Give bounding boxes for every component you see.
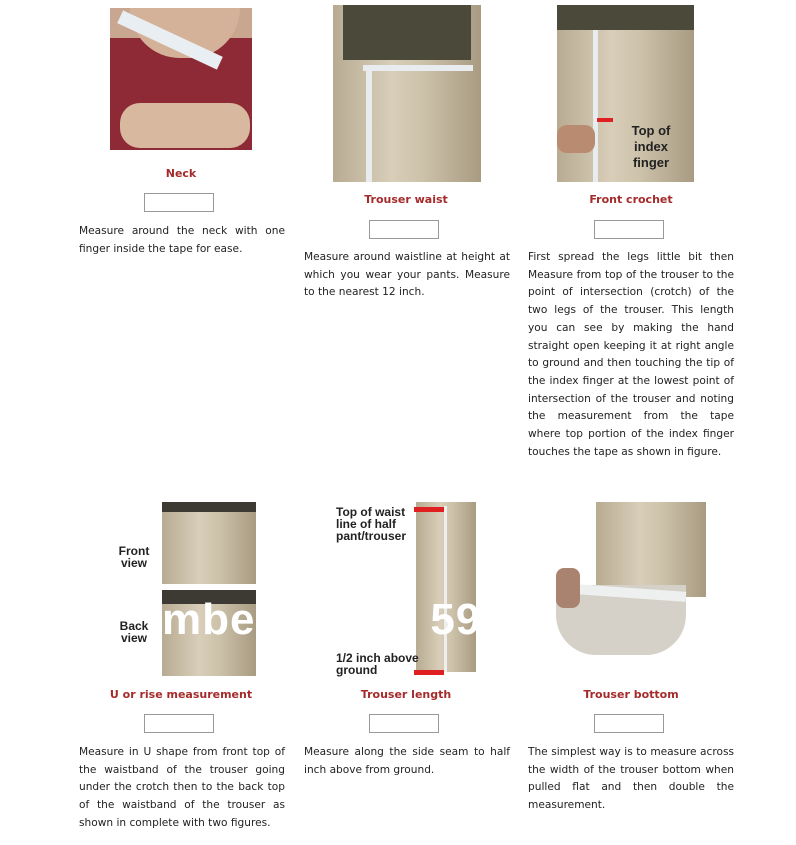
neck-label: Neck xyxy=(165,167,197,180)
trouser-waist-description: Measure around waistline at height at which you wear your pants. Measure to the nearest 12 inch. xyxy=(304,251,510,299)
trouser-waist-input[interactable] xyxy=(369,220,439,239)
trouser-waist-image xyxy=(333,5,481,182)
index-finger-caption: Top of index finger xyxy=(631,123,671,170)
front-crochet-input[interactable] xyxy=(594,220,664,239)
back-view-caption: Back view xyxy=(119,619,149,645)
rise-label: U or rise measurement xyxy=(109,688,253,701)
front-crochet-description: First spread the legs little bit then Measure from top of the trouser to the point of intersection (crotch) of the two legs of the trouser. This length you can see by making the hand straight open keeping it at right angle to ground and then touching the tip of the index finger at the lowest point of intersection of the trouser and noting the measurement from the tape where top portion of the index finger touches the tape as shown in figure. xyxy=(528,251,734,458)
trouser-bottom-description: The simplest way is to measure across the width of the trouser bottom when pulled flat and then double the measurement. xyxy=(528,746,734,812)
trouser-length-input[interactable] xyxy=(369,714,439,733)
trouser-waist-label: Trouser waist xyxy=(364,193,448,206)
trouser-bottom-label: Trouser bottom xyxy=(583,688,679,701)
half-inch-caption: 1/2 inch above ground xyxy=(336,651,419,677)
neck-measurement-image xyxy=(110,8,252,150)
front-crochet-image xyxy=(557,5,694,182)
front-crochet-label: Front crochet xyxy=(589,193,673,206)
neck-input[interactable] xyxy=(144,193,214,212)
rise-description: Measure in U shape from front top of the waistband of the trouser going under the crotch then to the back top of the waistband of the trouser as shown in complete with two figures. xyxy=(79,746,285,829)
trouser-bottom-input[interactable] xyxy=(594,714,664,733)
rise-input[interactable] xyxy=(144,714,214,733)
trouser-bottom-image xyxy=(556,500,708,655)
neck-description: Measure around the neck with one finger inside the tape for ease. xyxy=(79,225,285,255)
trouser-length-description: Measure along the side seam to half inch above from ground. xyxy=(304,746,510,776)
rise-measurement-image xyxy=(110,500,258,678)
front-view-caption: Front view xyxy=(118,544,150,570)
trouser-length-label: Trouser length xyxy=(360,688,452,701)
watermark: mber 15 59352 xyxy=(162,595,558,644)
top-waist-caption: Top of waist line of half pant/trouser xyxy=(336,505,407,543)
trouser-length-image xyxy=(334,500,482,678)
